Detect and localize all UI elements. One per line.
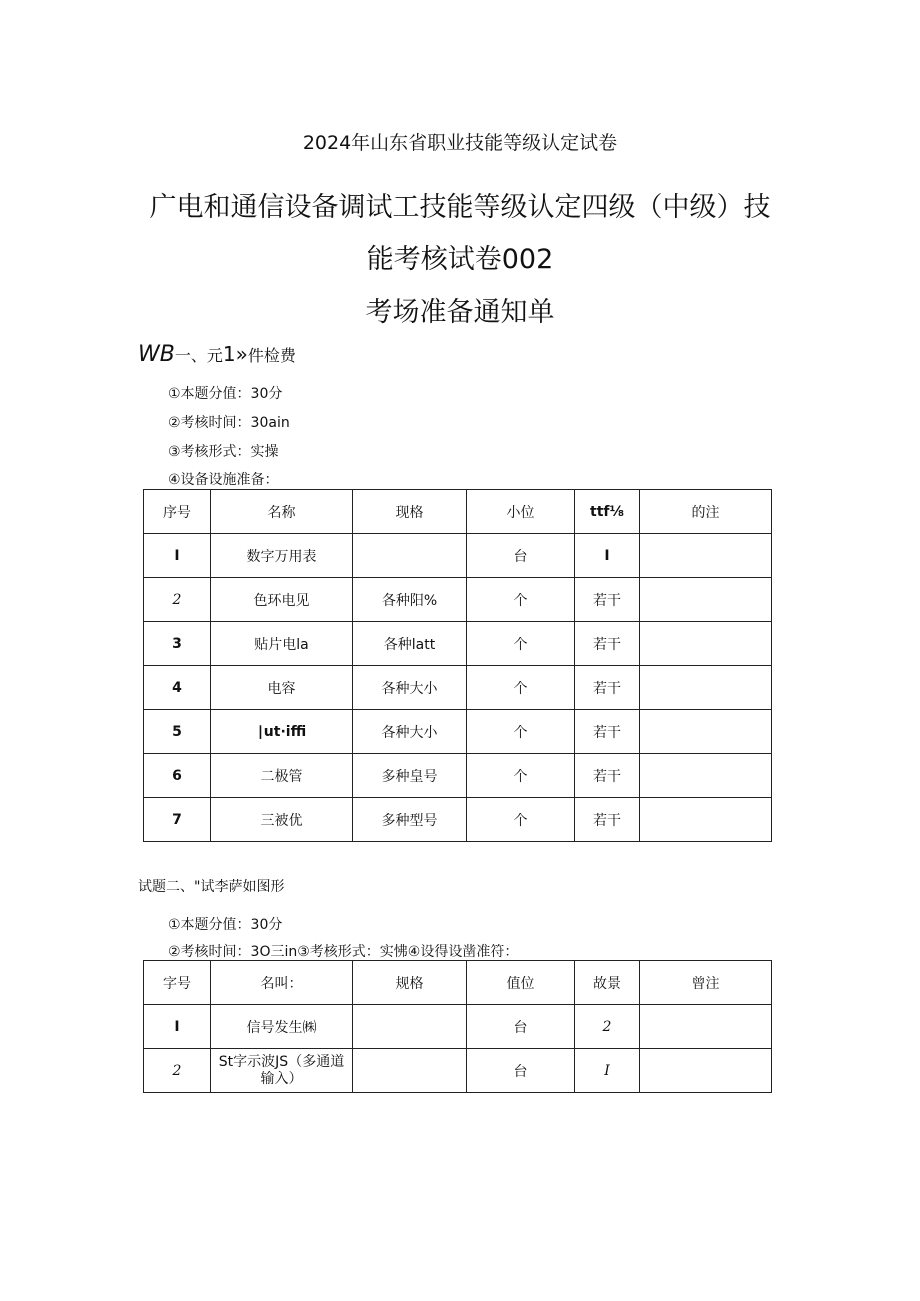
table-cell: 个 xyxy=(467,666,575,710)
table-cell: 各种阳% xyxy=(353,578,467,622)
table-header-cell: 名叫： xyxy=(211,961,353,1005)
table-cell: 5 xyxy=(144,710,211,754)
main-title-line1: 广电和通信设备调试工技能等级认定四级（中级）技 xyxy=(149,192,771,223)
table-cell: 各种大小 xyxy=(353,710,467,754)
table-cell: 若干 xyxy=(575,666,640,710)
table-cell xyxy=(640,578,772,622)
table-cell: 6 xyxy=(144,754,211,798)
table-header-cell: 小位 xyxy=(467,490,575,534)
table-row xyxy=(144,1049,772,1093)
table-cell: 台 xyxy=(467,1005,575,1049)
table-cell: 若干 xyxy=(575,622,640,666)
table-cell: 色环电见 xyxy=(211,578,353,622)
table-row xyxy=(144,534,772,578)
table-cell: 个 xyxy=(467,710,575,754)
table-cell: I xyxy=(575,534,640,578)
table-row xyxy=(144,710,772,754)
table-header-cell: 的注 xyxy=(640,490,772,534)
section1-item: ②考核时间：30ain xyxy=(168,415,290,431)
table-cell: 多种型号 xyxy=(353,798,467,842)
table-header-cell: 现格 xyxy=(353,490,467,534)
main-title xyxy=(0,182,920,286)
equipment-table-1 xyxy=(143,489,772,842)
main-title-line2: 能考核试卷002 xyxy=(366,244,554,275)
table-cell xyxy=(640,534,772,578)
table-cell: 多种皇号 xyxy=(353,754,467,798)
table-cell xyxy=(640,798,772,842)
table-row xyxy=(144,666,772,710)
section1-heading-mid: 一、元 xyxy=(174,346,223,365)
table-header-cell: 值位 xyxy=(467,961,575,1005)
table-cell: 若干 xyxy=(575,578,640,622)
table-header-cell: 名称 xyxy=(211,490,353,534)
table-row xyxy=(144,754,772,798)
table-row xyxy=(144,1005,772,1049)
table-header-cell: 规格 xyxy=(353,961,467,1005)
table-cell: 若干 xyxy=(575,710,640,754)
table-cell: 个 xyxy=(467,578,575,622)
section1-heading-num: 1» xyxy=(222,342,248,366)
table-cell: St字示波JS（多通道输入） xyxy=(211,1049,353,1093)
table-cell: 个 xyxy=(467,798,575,842)
table-cell xyxy=(640,1005,772,1049)
table-row xyxy=(144,578,772,622)
table-cell: 台 xyxy=(467,534,575,578)
section1-heading xyxy=(138,342,296,367)
section1-item: ①本题分值：30分 xyxy=(168,386,283,402)
table-cell: 各种大小 xyxy=(353,666,467,710)
table-cell xyxy=(640,622,772,666)
section1-heading-suffix: 件检费 xyxy=(247,346,296,365)
section1-item: ③考核形式：实操 xyxy=(168,444,279,460)
section1-heading-prefix: WB xyxy=(138,342,175,367)
table-header-cell: 序号 xyxy=(144,490,211,534)
table-cell: 个 xyxy=(467,622,575,666)
table-cell xyxy=(353,1005,467,1049)
equipment-table-2 xyxy=(143,960,772,1093)
section2-heading: 试题二、"试李萨如图形 xyxy=(138,879,285,895)
table-cell: 各种latt xyxy=(353,622,467,666)
table-cell: 2 xyxy=(144,1049,211,1093)
table-cell: 2 xyxy=(575,1005,640,1049)
table-header-row xyxy=(144,490,772,534)
table-cell: I xyxy=(575,1049,640,1093)
table-row xyxy=(144,798,772,842)
table-header-cell: 故景 xyxy=(575,961,640,1005)
table-header-cell: ttf⅛ xyxy=(575,490,640,534)
table-row xyxy=(144,622,772,666)
table-header-cell: 曾注 xyxy=(640,961,772,1005)
table-cell: 信号发生㈱ xyxy=(211,1005,353,1049)
table-cell: 三被优 xyxy=(211,798,353,842)
exam-title: 2024年山东省职业技能等级认定试卷 xyxy=(302,132,618,154)
table-cell: 7 xyxy=(144,798,211,842)
table-cell: 台 xyxy=(467,1049,575,1093)
table-cell: 贴片电la xyxy=(211,622,353,666)
table-cell: 电容 xyxy=(211,666,353,710)
table-cell: 4 xyxy=(144,666,211,710)
table-cell: 个 xyxy=(467,754,575,798)
section2-item: ②考核时间：3O三in③考核形式：实怫④设得设凿准符： xyxy=(168,944,519,960)
table-cell: 数字万用表 xyxy=(211,534,353,578)
table-cell xyxy=(640,754,772,798)
table-cell xyxy=(353,534,467,578)
notice-title: 考场准备通知单 xyxy=(365,297,555,328)
table-cell: ∣ut∙iffi xyxy=(211,710,353,754)
table-cell: I xyxy=(144,534,211,578)
table-cell: 3 xyxy=(144,622,211,666)
section2-item: ①本题分值：30分 xyxy=(168,917,283,933)
table-cell xyxy=(353,1049,467,1093)
table-header-row xyxy=(144,961,772,1005)
table-cell: I xyxy=(144,1005,211,1049)
table-cell xyxy=(640,710,772,754)
table-cell xyxy=(640,666,772,710)
table-header-cell: 字号 xyxy=(144,961,211,1005)
table-cell: 2 xyxy=(144,578,211,622)
table-cell: 若干 xyxy=(575,754,640,798)
table-cell xyxy=(640,1049,772,1093)
table-cell: 若干 xyxy=(575,798,640,842)
table-cell: 二极管 xyxy=(211,754,353,798)
section1-item: ④设备设施准备： xyxy=(168,472,279,488)
